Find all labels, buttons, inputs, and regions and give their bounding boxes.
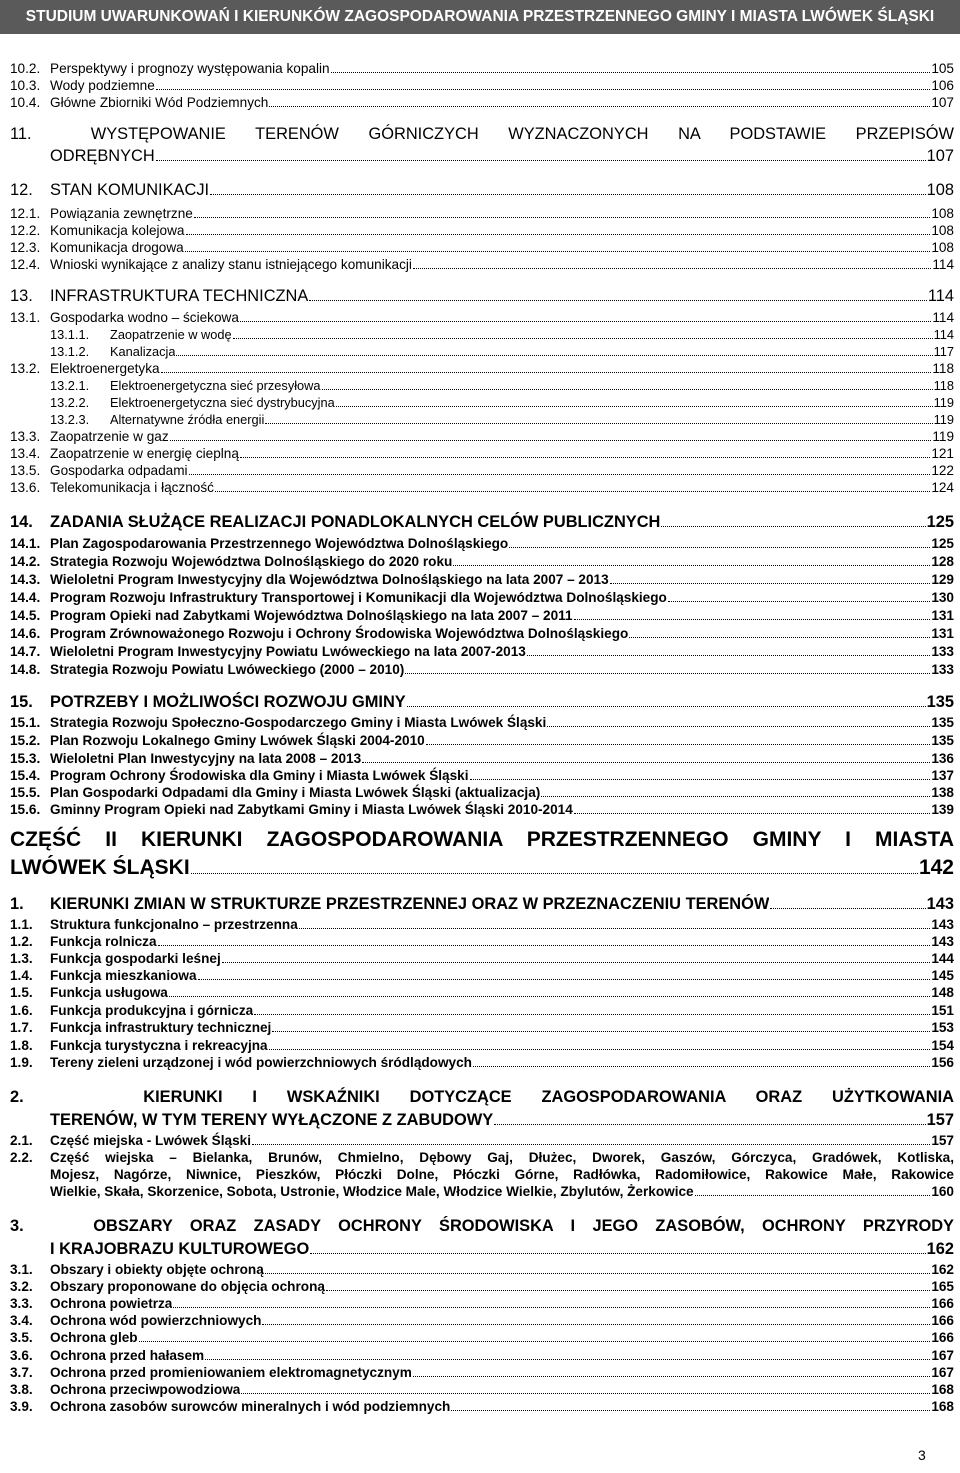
toc-entry[interactable]: 13.2. Elektroenergetyka 118 — [10, 361, 954, 376]
toc-entry[interactable]: 13.2.3. Alternatywne źródła energii 119 — [50, 412, 954, 427]
toc-entry[interactable]: 13.5. Gospodarka odpadami 122 — [10, 463, 954, 478]
toc-entry[interactable]: 13.1.1. Zaopatrzenie w wodę 114 — [50, 327, 954, 342]
toc-entry[interactable]: 10.3. Wody podziemne 106 — [10, 78, 954, 93]
toc-entry[interactable]: 13.2.1. Elektroenergetyczna sieć przesyłowa 118 — [50, 378, 954, 393]
toc-entry[interactable]: 15.1. Strategia Rozwoju Społeczno-Gospodarczego Gminy i Miasta Lwówek Śląski 135 — [10, 715, 954, 730]
toc-entry[interactable]: Wielkie, Skała, Skorzenice, Sobota, Ustronie, Włodzice Male, Włodzice Wielkie, Zbylutów, Żerkowice 160 — [50, 1184, 954, 1199]
toc-entry[interactable]: 14.2. Strategia Rozwoju Województwa Dolnośląskiego do 2020 roku 128 — [10, 554, 954, 569]
toc-entry[interactable]: 1.1. Struktura funkcjonalno – przestrzenna 143 — [10, 917, 954, 932]
toc-entry[interactable]: 14.3. Wieloletni Program Inwestycyjny dla Województwa Dolnośląskiego na lata 2007 – 2013 129 — [10, 572, 954, 587]
toc-entry[interactable]: 3.9. Ochrona zasobów surowców mineralnych i wód podziemnych 168 — [10, 1399, 954, 1414]
toc-entry[interactable]: 13.3. Zaopatrzenie w gaz 119 — [10, 429, 954, 444]
toc-entry[interactable]: 14.7. Wieloletni Program Inwestycyjny Powiatu Lwóweckiego na lata 2007-2013 133 — [10, 644, 954, 659]
toc-entry[interactable]: 1.9. Tereny zieleni urządzonej i wód powierzchniowych śródlądowych 156 — [10, 1055, 954, 1070]
toc-entry[interactable]: 14.8. Strategia Rozwoju Powiatu Lwóweckiego (2000 – 2010) 133 — [10, 662, 954, 677]
toc-entry[interactable]: 13.1.2. Kanalizacja 117 — [50, 344, 954, 359]
toc-entry[interactable]: 12. STAN KOMUNIKACJI 108 — [10, 181, 954, 199]
toc-entry[interactable]: LWÓWEK ŚLĄSKI 142 — [10, 856, 954, 879]
toc-entry[interactable]: 13.1. Gospodarka wodno – ściekowa 114 — [10, 310, 954, 325]
toc-entry[interactable]: 15.2. Plan Rozwoju Lokalnego Gminy Lwówek Śląski 2004-2010 135 — [10, 733, 954, 748]
toc-entry[interactable]: 10.2. Perspektywy i prognozy występowania kopalin 105 — [10, 61, 954, 76]
toc-entry[interactable]: 3.1. Obszary i obiekty objęte ochroną 162 — [10, 1262, 954, 1277]
toc-entry[interactable]: 15. POTRZEBY I MOŻLIWOŚCI ROZWOJU GMINY 135 — [10, 693, 954, 711]
toc-chapter-line[interactable]: 2. KIERUNKI I WSKAŹNIKI DOTYCZĄCE ZAGOSPODAROWANIA ORAZ UŻYTKOWANIA — [10, 1088, 954, 1106]
toc-entry[interactable]: I KRAJOBRAZU KULTUROWEGO 162 — [50, 1240, 954, 1258]
toc-entry[interactable]: 15.6. Gminny Program Opieki nad Zabytkami Gminy i Miasta Lwówek Śląski 2010-2014 139 — [10, 802, 954, 817]
toc-entry[interactable]: 10.4. Główne Zbiorniki Wód Podziemnych 107 — [10, 95, 954, 110]
toc-entry[interactable]: 1.3. Funkcja gospodarki leśnej 144 — [10, 951, 954, 966]
toc-entry[interactable]: 13.4. Zaopatrzenie w energię cieplną 121 — [10, 446, 954, 461]
toc-entry-line[interactable]: Część wiejska – Bielanka, Brunów, Chmielno, Dębowy Gaj, Dłużec, Dworek, Gaszów, Górczyca, Gradówek, Kotliska, — [50, 1150, 954, 1165]
toc-entry[interactable]: 1.7. Funkcja infrastruktury technicznej 153 — [10, 1020, 954, 1035]
toc-entry[interactable]: 12.2. Komunikacja kolejowa 108 — [10, 223, 954, 238]
toc-entry[interactable]: 12.3. Komunikacja drogowa 108 — [10, 240, 954, 255]
toc-entry[interactable]: 3.2. Obszary proponowane do objęcia ochroną 165 — [10, 1279, 954, 1294]
toc-entry[interactable]: TERENÓW, W TYM TERENY WYŁĄCZONE Z ZABUDOWY 157 — [50, 1111, 954, 1129]
toc-part-title[interactable]: CZĘŚĆ II KIERUNKI ZAGOSPODAROWANIA PRZESTRZENNEGO GMINY I MIASTA — [10, 828, 954, 851]
document-header-title: STUDIUM UWARUNKOWAŃ I KIERUNKÓW ZAGOSPODAROWANIA PRZESTRZENNEGO GMINY I MIASTA LWÓWEK ŚLĄSKI — [25, 8, 935, 25]
toc-entry[interactable]: 1.5. Funkcja usługowa 148 — [10, 985, 954, 1000]
toc-entry[interactable]: 15.4. Program Ochrony Środowiska dla Gminy i Miasta Lwówek Śląski 137 — [10, 768, 954, 783]
toc-entry[interactable]: 3.8. Ochrona przeciwpowodziowa 168 — [10, 1382, 954, 1397]
toc-entry[interactable]: 14.1. Plan Zagospodarowania Przestrzennego Województwa Dolnośląskiego 125 — [10, 536, 954, 551]
toc-entry[interactable]: ODRĘBNYCH 107 — [50, 147, 954, 165]
toc-entry-line[interactable]: Mojesz, Nagórze, Niwnice, Pieszków, Płóczki Dolne, Płóczki Górne, Radłówka, Radomiłowice, Rakowice Małe, Rakowice — [50, 1167, 954, 1182]
toc-entry[interactable]: 14.5. Program Opieki nad Zabytkami Województwa Dolnośląskiego na lata 2007 – 2011 131 — [10, 608, 954, 623]
toc-entry[interactable]: 12.4. Wnioski wynikające z analizy stanu istniejącego komunikacji 114 — [10, 257, 954, 272]
page-number: 3 — [918, 1447, 926, 1463]
toc-entry[interactable]: 3.4. Ochrona wód powierzchniowych 166 — [10, 1313, 954, 1328]
toc-entry[interactable]: 13. INFRASTRUKTURA TECHNICZNA 114 — [10, 287, 954, 305]
toc-entry[interactable]: 1.4. Funkcja mieszkaniowa 145 — [10, 968, 954, 983]
toc-entry[interactable]: 3.6. Ochrona przed hałasem 167 — [10, 1348, 954, 1363]
toc-entry[interactable]: 15.5. Plan Gospodarki Odpadami dla Gminy i Miasta Lwówek Śląski (aktualizacja) 138 — [10, 785, 954, 800]
toc-chapter-line[interactable]: 11. WYSTĘPOWANIE TERENÓW GÓRNICZYCH WYZNACZONYCH NA PODSTAWIE PRZEPISÓW — [10, 125, 954, 143]
toc-entry[interactable]: 14.4. Program Rozwoju Infrastruktury Transportowej i Komunikacji dla Województwa Dolnośląskiego 130 — [10, 590, 954, 605]
toc-entry-number: 2.2. — [10, 1150, 33, 1165]
toc-entry[interactable]: 2.1. Część miejska - Lwówek Śląski 157 — [10, 1133, 954, 1148]
toc-entry[interactable]: 1.6. Funkcja produkcyjna i górnicza 151 — [10, 1003, 954, 1018]
toc-entry[interactable]: 14.6. Program Zrównoważonego Rozwoju i Ochrony Środowiska Województwa Dolnośląskiego 131 — [10, 626, 954, 641]
toc-entry[interactable]: 1. KIERUNKI ZMIAN W STRUKTURZE PRZESTRZENNEJ ORAZ W PRZEZNACZENIU TERENÓW 143 — [10, 895, 954, 913]
toc-entry[interactable]: 1.8. Funkcja turystyczna i rekreacyjna 154 — [10, 1038, 954, 1053]
toc-entry[interactable]: 3.5. Ochrona gleb 166 — [10, 1330, 954, 1345]
toc-entry[interactable]: 14. ZADANIA SŁUŻĄCE REALIZACJI PONADLOKALNYCH CELÓW PUBLICZNYCH 125 — [10, 513, 954, 531]
toc-entry[interactable]: 3.7. Ochrona przed promieniowaniem elektromagnetycznym 167 — [10, 1365, 954, 1380]
toc-entry[interactable]: 13.2.2. Elektroenergetyczna sieć dystrybucyjna 119 — [50, 395, 954, 410]
toc-entry[interactable]: 1.2. Funkcja rolnicza 143 — [10, 934, 954, 949]
toc-entry[interactable]: 13.6. Telekomunikacja i łączność 124 — [10, 480, 954, 495]
toc-entry[interactable]: 3.3. Ochrona powietrza 166 — [10, 1296, 954, 1311]
toc-entry[interactable]: 15.3. Wieloletni Plan Inwestycyjny na lata 2008 – 2013 136 — [10, 751, 954, 766]
toc-entry[interactable]: 12.1. Powiązania zewnętrzne 108 — [10, 206, 954, 221]
toc-chapter-line[interactable]: 3. OBSZARY ORAZ ZASADY OCHRONY ŚRODOWISKA I JEGO ZASOBÓW, OCHRONY PRZYRODY — [10, 1217, 954, 1235]
